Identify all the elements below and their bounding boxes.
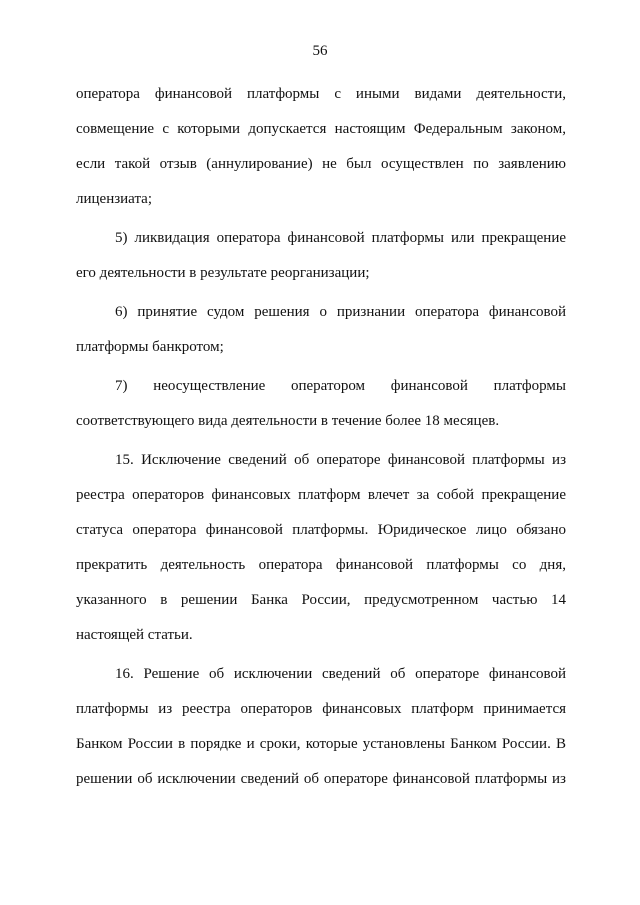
text-line: указанного в решении Банка России, предусмотренном частью 14: [76, 592, 566, 608]
paragraph-15: 15. Исключение сведений об операторе финансовой платформы из: [115, 452, 566, 468]
text-line: статуса оператора финансовой платформы. Юридическое лицо обязано: [76, 522, 566, 538]
paragraph-16: 16. Решение об исключении сведений об операторе финансовой: [115, 666, 566, 682]
list-item-6: 6) принятие судом решения о признании оператора финансовой: [115, 304, 566, 320]
text-line: реестра операторов финансовых платформ влечет за собой прекращение: [76, 487, 566, 503]
list-item-5: 5) ликвидация оператора финансовой платформы или прекращение: [115, 230, 566, 246]
text-line: платформы из реестра операторов финансовых платформ принимается: [76, 701, 566, 717]
text-line: прекратить деятельность оператора финансовой платформы со дня,: [76, 557, 566, 573]
text-line: соответствующего вида деятельности в течение более 18 месяцев.: [76, 413, 500, 429]
text-line: его деятельности в результате реорганизации;: [76, 265, 370, 281]
document-body: [76, 84, 566, 804]
list-item-7: 7) неосуществление оператором финансовой платформы: [115, 378, 566, 394]
text-line: Банком России в порядке и сроки, которые установлены Банком России. В: [76, 736, 566, 752]
page-number: 56: [312, 43, 328, 59]
text-line: настоящей статьи.: [76, 627, 193, 643]
text-line: если такой отзыв (аннулирование) не был осуществлен по заявлению: [76, 156, 566, 172]
text-line: оператора финансовой платформы с иными видами деятельности,: [76, 86, 566, 102]
text-line: лицензиата;: [76, 191, 153, 207]
text-line: платформы банкротом;: [76, 339, 224, 355]
text-line: совмещение с которыми допускается настоящим Федеральным законом,: [76, 121, 566, 137]
text-line: решении об исключении сведений об операторе финансовой платформы из: [76, 771, 566, 787]
